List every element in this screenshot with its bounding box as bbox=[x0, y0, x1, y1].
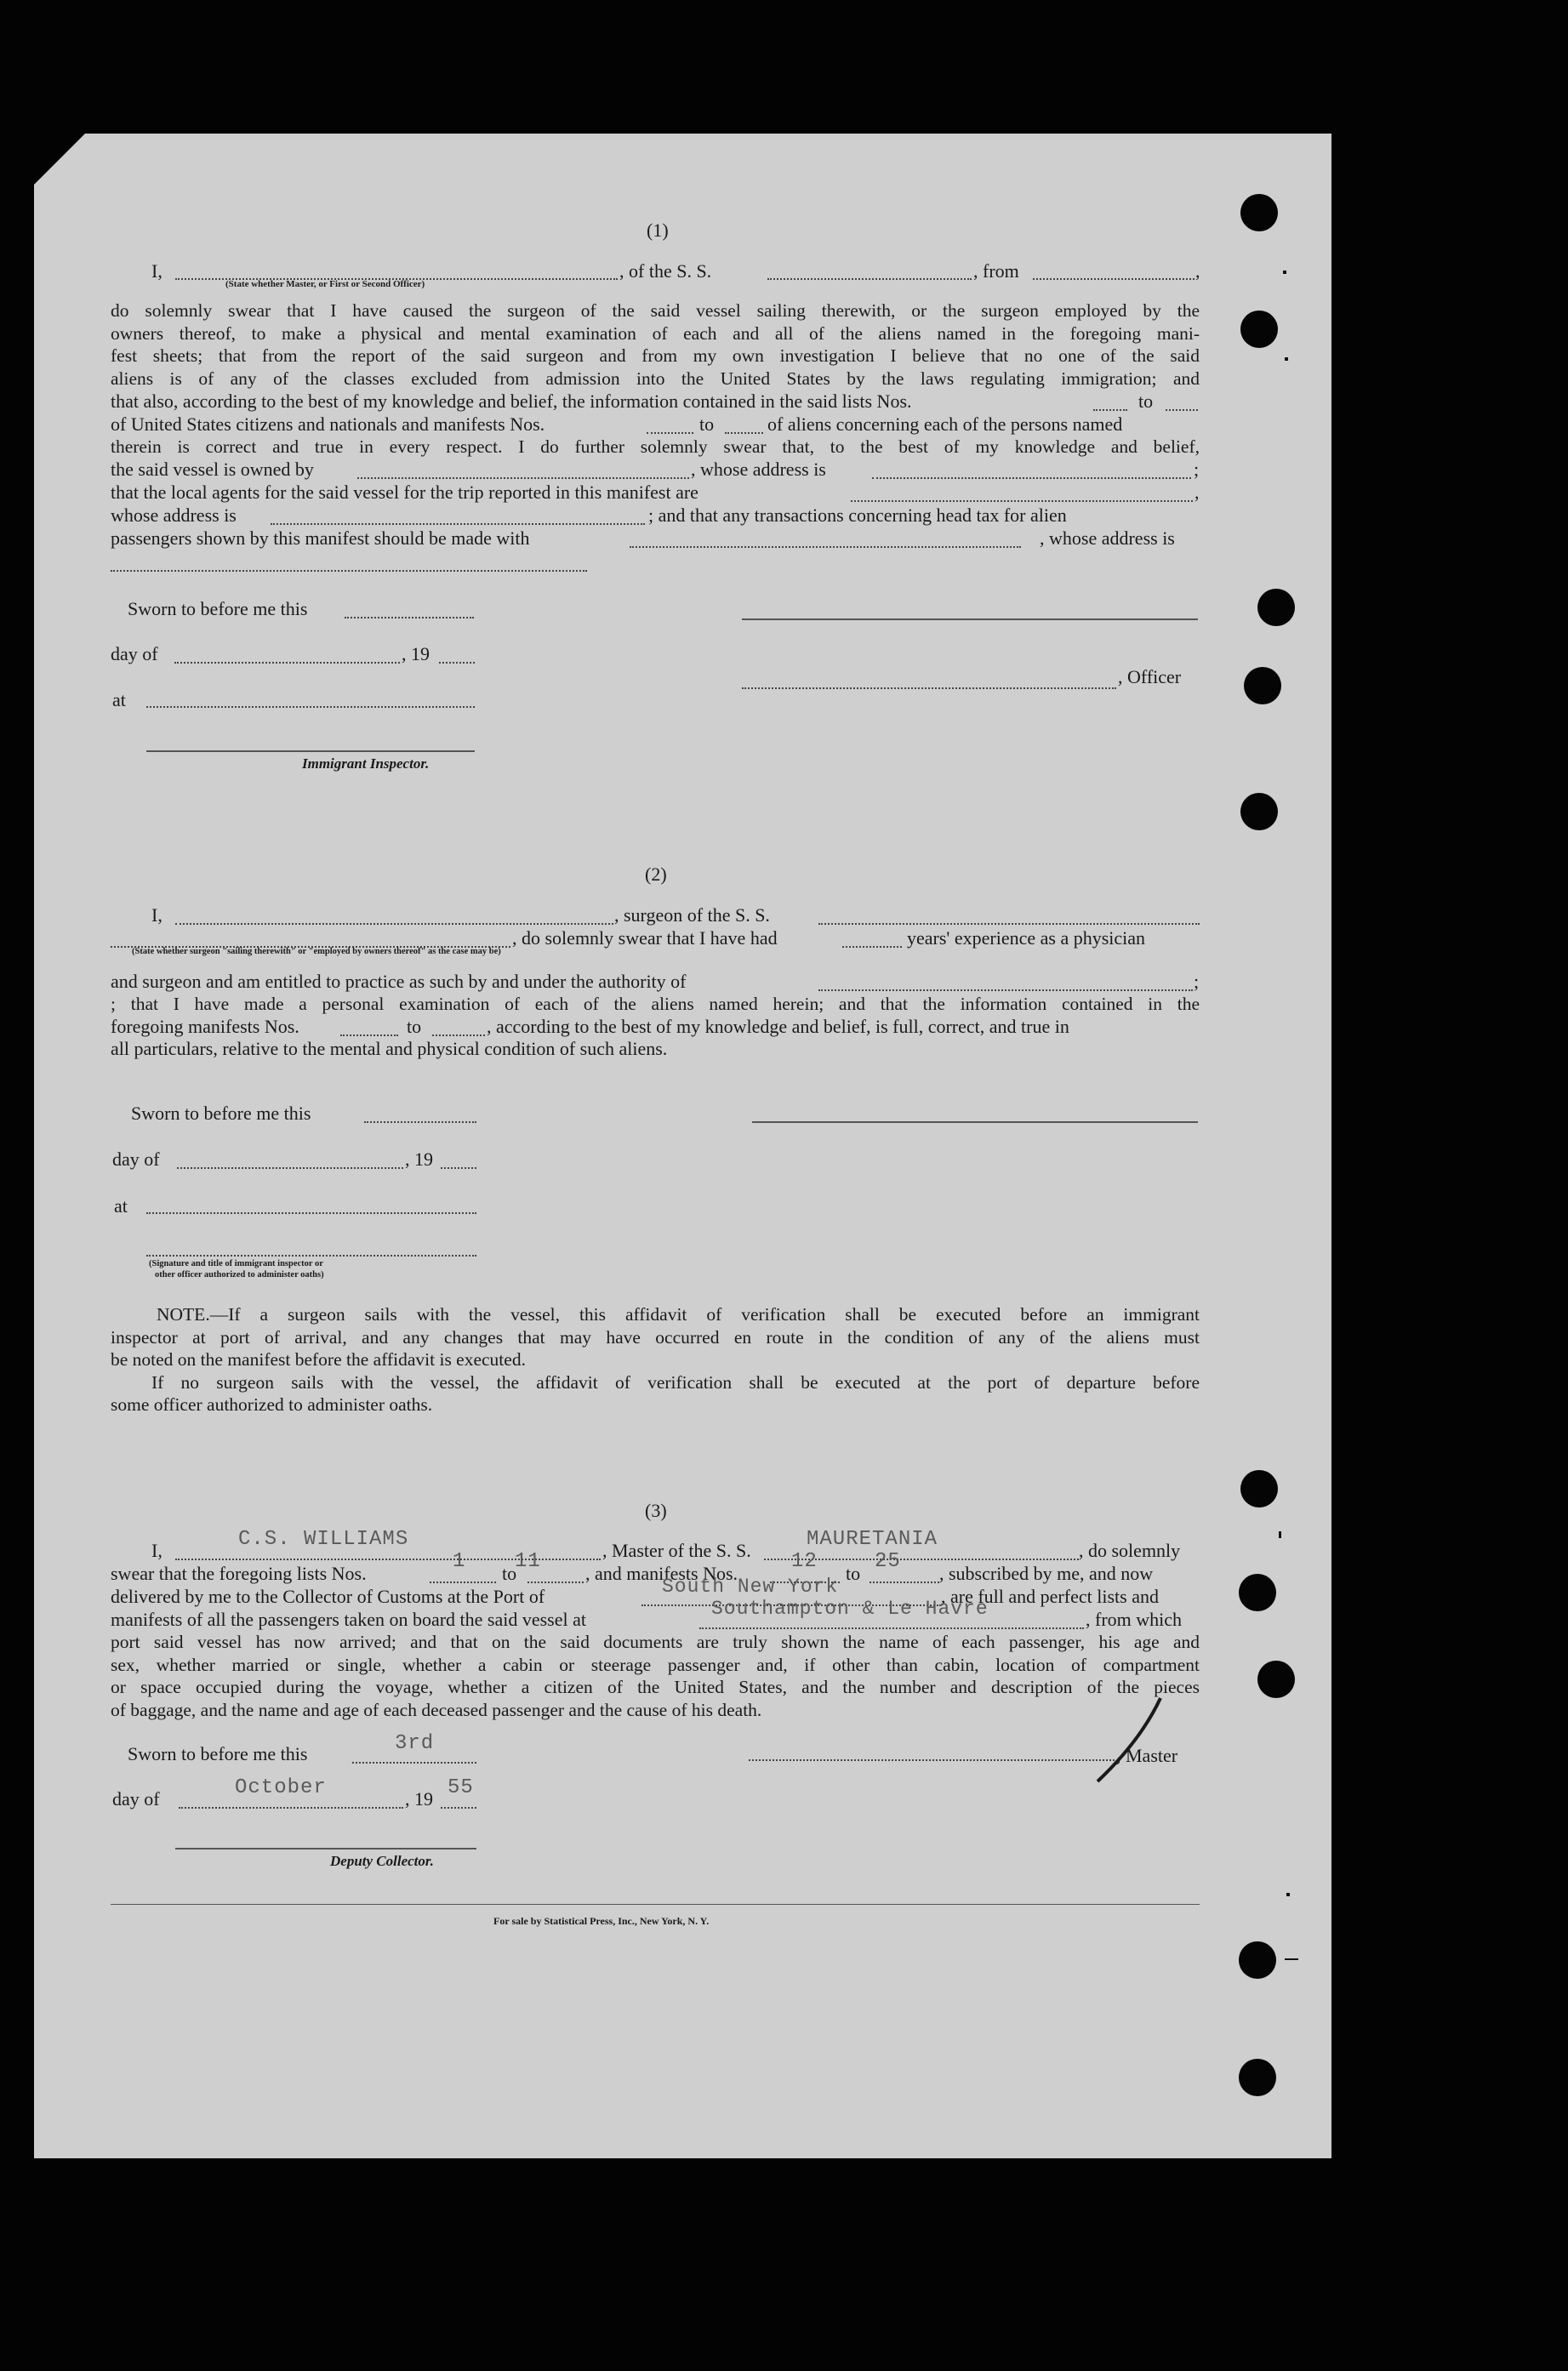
body-line: ; that I have made a personal examination of each of the aliens named herein; and that the information contained in the bbox=[111, 994, 1200, 1014]
punch-hole bbox=[1244, 667, 1281, 704]
section3-and-manifests: , and manifests Nos. bbox=[585, 1563, 738, 1584]
blank-at bbox=[146, 706, 475, 708]
inspector-signature-line bbox=[146, 750, 475, 752]
inline-of-aliens: of aliens concerning each of the persons named bbox=[767, 413, 1123, 435]
body-line: or space occupied during the voyage, whether a citizen of the United States, and the number and description of the pieces bbox=[111, 1677, 1200, 1697]
body-line: all particulars, relative to the mental and physical condition of such aliens. bbox=[111, 1038, 668, 1059]
margin-mark bbox=[1283, 271, 1286, 274]
blank-sworn-day bbox=[352, 1762, 476, 1764]
signature-mark bbox=[1089, 1693, 1174, 1787]
day-of-label: day of bbox=[111, 643, 158, 664]
filled-year: 55 bbox=[448, 1776, 474, 1799]
body-line: owners thereof, to make a physical and mental examination of each and all of the aliens named in the foregoing mani- bbox=[111, 322, 1200, 344]
filled-vessel-name: MAURETANIA bbox=[807, 1528, 938, 1551]
blank-year bbox=[441, 1807, 476, 1809]
at-label: at bbox=[112, 689, 126, 710]
officer-caption: (State whether Master, or First or Second Officer) bbox=[225, 279, 425, 289]
deputy-signature-line bbox=[175, 1848, 476, 1849]
year-label: , 19 bbox=[402, 643, 430, 664]
officer-signature-line bbox=[742, 687, 1116, 689]
day-of-label: day of bbox=[112, 1148, 160, 1170]
blank-list-from bbox=[1093, 409, 1127, 411]
section2-years-exp: years' experience as a physician bbox=[907, 927, 1146, 949]
note-line: NOTE.—If a surgeon sails with the vessel, this affidavit of verification shall be executed before an immigrant bbox=[157, 1304, 1200, 1325]
section3-delivered: delivered by me to the Collector of Customs at the Port of bbox=[111, 1586, 545, 1607]
section1-comma: , bbox=[1195, 260, 1200, 282]
surgeon-signature-line bbox=[752, 1121, 1198, 1123]
margin-mark bbox=[1285, 1958, 1298, 1960]
blank-sworn-day bbox=[364, 1121, 476, 1123]
inline-head-tax: ; and that any transactions concerning head tax for alien bbox=[648, 504, 1067, 526]
inline-to: to bbox=[502, 1563, 517, 1584]
officer-signature-line-top bbox=[742, 618, 1198, 620]
inline-comma: , bbox=[1195, 482, 1200, 503]
blank-list-to bbox=[1166, 409, 1198, 411]
section1-of-ss: , of the S. S. bbox=[619, 260, 712, 282]
sworn-label: Sworn to before me this bbox=[131, 1103, 311, 1124]
margin-mark bbox=[1286, 1893, 1290, 1896]
section2-i: I, bbox=[151, 904, 163, 926]
signature-caption: (Signature and title of immigrant inspector or bbox=[149, 1259, 323, 1268]
punch-hole bbox=[1257, 1661, 1295, 1698]
inline-to: to bbox=[407, 1016, 422, 1037]
blank-surgeon-manifest-to bbox=[432, 1034, 485, 1036]
master-label: , Master bbox=[1116, 1745, 1178, 1766]
body-line: of baggage, and the name and age of each deceased passenger and the cause of his death. bbox=[111, 1699, 762, 1720]
note-line: some officer authorized to administer oaths. bbox=[111, 1394, 433, 1415]
sworn-label: Sworn to before me this bbox=[128, 598, 308, 619]
body-line: sex, whether married or single, whether a cabin or steerage passenger and, if other than cabin, location of compartment bbox=[111, 1654, 1200, 1675]
filled-manifests-from: 12 bbox=[791, 1550, 818, 1573]
section1-body bbox=[111, 299, 1200, 390]
blank-lists-to bbox=[527, 1582, 584, 1583]
section2-heading: (2) bbox=[645, 863, 667, 885]
section1-i: I, bbox=[151, 260, 163, 282]
inline-semicolon: ; bbox=[1194, 459, 1200, 480]
blank-from bbox=[1033, 278, 1195, 280]
section1-body-7 bbox=[111, 436, 1200, 459]
section3-do-solemnly: , do solemnly bbox=[1079, 1540, 1181, 1561]
inspector-caption: Immigrant Inspector. bbox=[302, 755, 430, 772]
blank-head-tax-address bbox=[111, 570, 587, 572]
blank-manifest-from bbox=[647, 432, 693, 434]
blank-head-tax bbox=[630, 546, 1021, 548]
year-prefix: , 19 bbox=[405, 1788, 433, 1810]
sworn-label: Sworn to before me this bbox=[128, 1743, 308, 1764]
blank-manifest-to bbox=[725, 432, 763, 434]
blank-month bbox=[174, 662, 400, 664]
body-line: whose address is bbox=[111, 504, 237, 526]
punch-hole bbox=[1240, 1470, 1278, 1508]
punch-hole bbox=[1239, 1941, 1276, 1979]
blank-month bbox=[177, 1167, 403, 1169]
punch-hole bbox=[1239, 2059, 1276, 2096]
blank-year bbox=[441, 1167, 476, 1169]
blank-years bbox=[842, 946, 902, 948]
section3-are-full: , are full and perfect lists and bbox=[941, 1586, 1159, 1607]
section1-heading: (1) bbox=[647, 219, 669, 241]
blank-agents bbox=[851, 500, 1193, 502]
inline-whose-address: , whose address is bbox=[691, 459, 826, 480]
section1-from: , from bbox=[973, 260, 1019, 282]
body-line: fest sheets; that from the report of the said surgeon and from my own investigation I believe that no one of the said bbox=[111, 345, 1200, 366]
surgeon-caption: (State whether surgeon "sailing therewith" or "employed by owners thereof" as the case may be) bbox=[132, 947, 501, 956]
blank-surgeon-manifest-from bbox=[340, 1034, 398, 1036]
body-line: therein is correct and true in every respect. I do further solemnly swear that, to the best of my knowledge and belief, bbox=[111, 436, 1200, 457]
deputy-caption: Deputy Collector. bbox=[330, 1853, 434, 1869]
punch-hole bbox=[1257, 589, 1295, 626]
body-line: do solemnly swear that I have caused the surgeon of the said vessel sailing therewith, or the surgeon employed by the bbox=[111, 300, 1200, 321]
filled-sworn-day: 3rd bbox=[395, 1732, 435, 1755]
blank-agents-address bbox=[271, 523, 645, 525]
signature-line bbox=[146, 1255, 476, 1257]
blank-authority bbox=[818, 989, 1193, 991]
blank-manifests-to bbox=[870, 1582, 939, 1583]
filled-lists-to: 11 bbox=[515, 1550, 541, 1573]
body-line: aliens is of any of the classes excluded from admission into the United States by the laws regulating immigration; and bbox=[111, 368, 1200, 389]
blank-at bbox=[146, 1212, 476, 1214]
section2-surgeon-of: , surgeon of the S. S. bbox=[614, 904, 770, 926]
master-signature-line bbox=[749, 1759, 1115, 1761]
punch-hole bbox=[1240, 793, 1278, 830]
inline-to: to bbox=[846, 1563, 861, 1584]
blank-month bbox=[179, 1807, 403, 1809]
body-line: passengers shown by this manifest should be made with bbox=[111, 527, 530, 549]
body-line: the said vessel is owned by bbox=[111, 459, 314, 480]
footer-rule bbox=[111, 1904, 1200, 1905]
blank-vessel bbox=[767, 278, 972, 280]
note-line: inspector at port of arrival, and any changes that may have occurred en route in the condition of any of the aliens must bbox=[111, 1326, 1200, 1348]
body-line: of United States citizens and nationals and manifests Nos. bbox=[111, 413, 545, 435]
blank-sworn-day bbox=[345, 617, 474, 618]
body-line: that the local agents for the said vessel for the trip reported in this manifest are bbox=[111, 482, 698, 503]
blank-lists-from bbox=[430, 1582, 496, 1583]
blank-owner-address bbox=[872, 477, 1191, 479]
body-line: that also, according to the best of my knowledge and belief, the information contained in the said lists Nos. bbox=[111, 390, 912, 412]
section3-subscribed: , subscribed by me, and now bbox=[939, 1563, 1154, 1584]
section3-heading: (3) bbox=[645, 1500, 667, 1521]
body-line: and surgeon and am entitled to practice as such by and under the authority of bbox=[111, 971, 687, 992]
section3-master-of: , Master of the S. S. bbox=[602, 1540, 751, 1561]
section3-i: I, bbox=[151, 1540, 163, 1561]
note-line: If no surgeon sails with the vessel, the affidavit of verification shall be executed at the port of departure before bbox=[151, 1371, 1200, 1393]
section3-body bbox=[111, 1631, 1200, 1721]
note-block bbox=[111, 1303, 1200, 1416]
officer-label: , Officer bbox=[1118, 666, 1182, 687]
body-line: foregoing manifests Nos. bbox=[111, 1016, 299, 1037]
inline-semicolon: ; bbox=[1194, 971, 1200, 992]
filled-manifests-to: 25 bbox=[875, 1550, 901, 1573]
filled-month: October bbox=[235, 1776, 327, 1799]
blank-owner bbox=[357, 477, 689, 479]
filled-master-name: C.S. WILLIAMS bbox=[238, 1528, 409, 1551]
filled-lists-from: 1 bbox=[453, 1550, 466, 1573]
punch-hole bbox=[1240, 311, 1278, 348]
filled-departure-port: Southampton & Le Havre bbox=[711, 1598, 989, 1620]
inline-to: to bbox=[1138, 390, 1154, 412]
inline-to: to bbox=[699, 413, 715, 435]
margin-mark bbox=[1279, 1531, 1281, 1538]
section3-from-which: , from which bbox=[1086, 1609, 1183, 1630]
inline-whose-address-end: , whose address is bbox=[1040, 527, 1175, 549]
body-line: port said vessel has now arrived; and that on the said documents are truly shown the name of each passenger, his age and bbox=[111, 1632, 1200, 1652]
blank-surgeon-vessel bbox=[818, 923, 1200, 925]
signature-caption: other officer authorized to administer oaths) bbox=[155, 1270, 324, 1280]
note-line: be noted on the manifest before the affidavit is executed. bbox=[111, 1349, 526, 1370]
margin-mark bbox=[1285, 357, 1288, 361]
punch-hole bbox=[1240, 194, 1278, 231]
section3-swear: swear that the foregoing lists Nos. bbox=[111, 1563, 367, 1584]
at-label: at bbox=[114, 1195, 128, 1217]
blank-year bbox=[439, 662, 475, 664]
publisher-footer: For sale by Statistical Press, Inc., New York, N. Y. bbox=[493, 1915, 710, 1927]
blank-departure-port bbox=[699, 1627, 1084, 1629]
blank-surgeon-name bbox=[175, 923, 613, 925]
filled-port: South New York bbox=[662, 1576, 839, 1598]
section3-manifests-of: manifests of all the passengers taken on board the said vessel at bbox=[111, 1609, 587, 1630]
year-label: , 19 bbox=[405, 1148, 433, 1170]
section2-do-solemnly: , do solemnly swear that I have had bbox=[512, 927, 778, 949]
inline-according: , according to the best of my knowledge and belief, is full, correct, and true in bbox=[487, 1016, 1069, 1037]
day-of-label: day of bbox=[112, 1788, 160, 1810]
section2-body-2 bbox=[111, 993, 1200, 1016]
punch-hole bbox=[1239, 1574, 1276, 1611]
